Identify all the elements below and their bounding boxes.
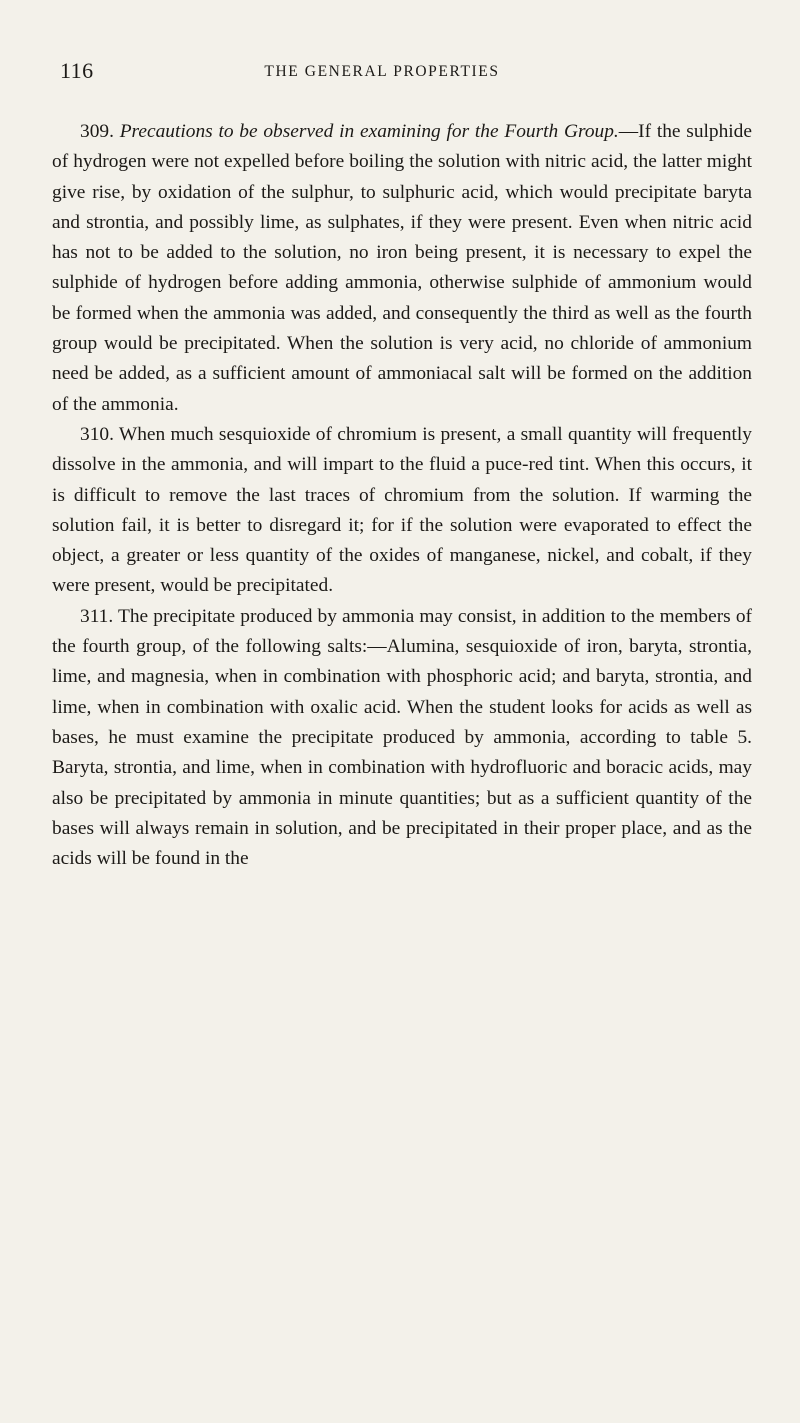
paragraph-310 xyxy=(52,420,752,602)
paragraph-number: 310. xyxy=(80,423,114,445)
body-text xyxy=(52,117,752,874)
paragraph-311 xyxy=(52,602,752,875)
paragraph-text: When much sesquioxide of chromium is present, a small quantity will frequently dissolve in the ammonia, and will impart to the fluid a puce-red tint. When this occurs, it is difficult to remove the last traces of chromium from the solution. If warming the solution fail, it is better to disregard it; for if the solution were evaporated to effect the object, a greater or less quantity of the oxides of manganese, nickel, and cobalt, if they were present, would be precipitated. xyxy=(52,423,752,597)
running-head: THE GENERAL PROPERTIES xyxy=(264,63,500,80)
paragraph-text: The precipitate produced by ammonia may consist, in addition to the members of the fourth group, of the following salts:—Alumina, sesquioxide of iron, baryta, strontia, lime, and magnesia, when in combination with phosphoric acid; and baryta, strontia, and lime, when in combination with oxalic acid. When the student looks for acids as well as bases, he must examine the precipitate produced by ammonia, according to table 5. Baryta, strontia, and lime, when in combination with hydrofluoric and boracic acids, may also be precipitated by ammonia in minute quantities; but as a sufficient quantity of the bases will always remain in solution, and be precipitated in their proper place, and as the acids will be found in the xyxy=(52,605,752,870)
page-number: 116 xyxy=(60,58,94,83)
paragraph-title: Precautions to be observed in examining for the Fourth Group. xyxy=(119,121,619,142)
paragraph-309 xyxy=(52,117,752,420)
paragraph-number: 309. xyxy=(80,121,114,142)
paragraph-number: 311. xyxy=(80,605,114,627)
page-header xyxy=(52,58,752,92)
paragraph-text: —If the sulphide of hydrogen were not expelled before boiling the solution with nitric acid, the latter might give rise, by oxidation of the sulphur, to sulphuric acid, which would precipitate baryta and strontia, and possibly lime, as sulphates, if they were present. Even when nitric acid has not to be added to the solution, no iron being present, it is necessary to expel the sulphide of hydrogen before adding ammonia, otherwise sulphide of ammonium would be formed when the ammonia was added, and consequently the third as well as the fourth group would be precipitated. When the solution is very acid, no chloride of ammonium need be added, as a sufficient amount of ammoniacal salt will be formed on the addition of the ammonia. xyxy=(52,121,752,415)
